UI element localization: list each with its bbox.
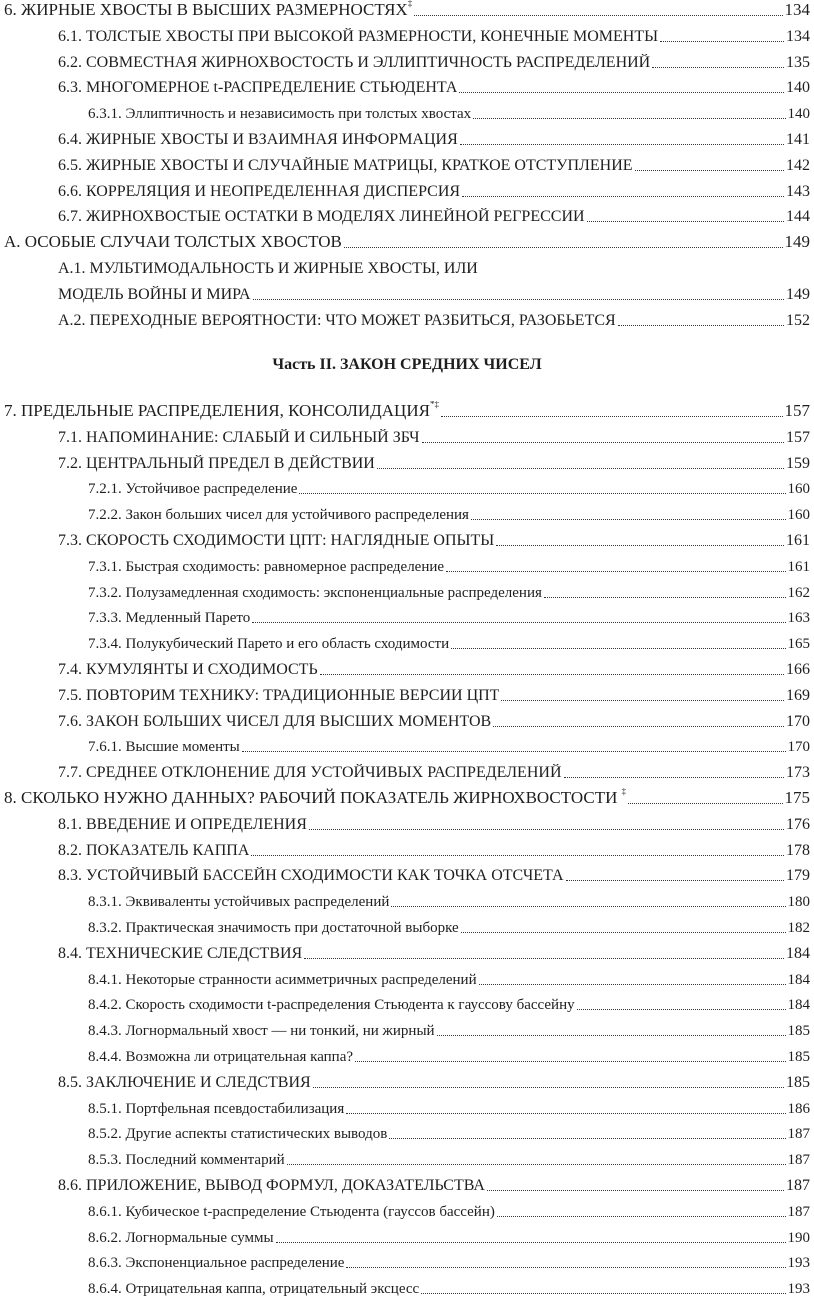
dot-leader bbox=[493, 725, 784, 727]
toc-entry-page: 182 bbox=[787, 920, 810, 936]
toc-entry-title: 7.6. ЗАКОН БОЛЬШИХ ЧИСЕЛ ДЛЯ ВЫСШИХ МОМЕНТОВ bbox=[58, 712, 492, 730]
dot-leader bbox=[287, 1163, 786, 1165]
toc-entry-title: 7.3.1. Быстрая сходимость: равномерное распределение bbox=[88, 558, 445, 575]
toc-entry bbox=[0, 988, 814, 1014]
toc-entry-page: 186 bbox=[787, 1100, 810, 1117]
toc-entry bbox=[0, 885, 814, 911]
toc-entry bbox=[0, 963, 814, 989]
dot-leader bbox=[635, 169, 784, 171]
toc-entry bbox=[0, 524, 814, 550]
toc-entry-page: 163 bbox=[787, 610, 810, 627]
toc-entry-title: 8.3. УСТОЙЧИВЫЙ БАССЕЙН СХОДИМОСТИ КАК ТОЧКА ОТСЧЕТА bbox=[58, 867, 564, 885]
toc-entry bbox=[0, 97, 814, 123]
toc-entry-title: 7.6.1. Высшие моменты bbox=[88, 739, 240, 756]
dot-leader bbox=[344, 246, 783, 248]
toc-entry bbox=[0, 226, 814, 252]
toc-entry bbox=[0, 937, 814, 963]
toc-entry-page: 144 bbox=[786, 208, 810, 226]
toc-entry-page: 185 bbox=[787, 1023, 810, 1040]
dot-leader bbox=[299, 492, 785, 494]
toc-entry bbox=[0, 1272, 814, 1298]
toc-entry-title: 8.6.2. Логнормальные суммы bbox=[88, 1229, 274, 1246]
dot-leader bbox=[304, 957, 784, 959]
toc-entry bbox=[0, 447, 814, 473]
dot-leader bbox=[479, 983, 786, 985]
toc-entry-title: 8.5. ЗАКЛЮЧЕНИЕ И СЛЕДСТВИЯ bbox=[58, 1073, 311, 1091]
toc-entry-page: 161 bbox=[787, 558, 810, 575]
toc-entry-title: 6.5. ЖИРНЫЕ ХВОСТЫ И СЛУЧАЙНЫЕ МАТРИЦЫ, КРАТКОЕ ОТСТУПЛЕНИЕ bbox=[58, 156, 633, 174]
dot-leader bbox=[460, 143, 784, 145]
toc-entry-page: 190 bbox=[787, 1229, 810, 1246]
toc-entry bbox=[0, 782, 814, 808]
toc-entry-title: 7. ПРЕДЕЛЬНЫЕ РАСПРЕДЕЛЕНИЯ, КОНСОЛИДАЦИЯ*‡ bbox=[4, 401, 439, 420]
dot-leader bbox=[451, 647, 785, 649]
toc-entry bbox=[0, 705, 814, 731]
toc-entry-page: 152 bbox=[786, 311, 810, 329]
toc-entry-title: 6.1. ТОЛСТЫЕ ХВОСТЫ ПРИ ВЫСОКОЙ РАЗМЕРНОСТИ, КОНЕЧНЫЕ МОМЕНТЫ bbox=[58, 27, 659, 45]
toc-entry-title: 7.2. ЦЕНТРАЛЬНЫЙ ПРЕДЕЛ В ДЕЙСТВИИ bbox=[58, 454, 375, 472]
toc-entry-page: 178 bbox=[786, 841, 810, 859]
toc-entry-title: 7.2.2. Закон больших чисел для устойчивого распределения bbox=[88, 507, 469, 524]
toc-entry-title: A.2. ПЕРЕХОДНЫЕ ВЕРОЯТНОСТИ: ЧТО МОЖЕТ РАЗБИТЬСЯ, РАЗОБЬЕТСЯ bbox=[58, 311, 616, 329]
toc-entry-title: A.1. МУЛЬТИМОДАЛЬНОСТЬ И ЖИРНЫЕ ХВОСТЫ, ИЛИ bbox=[58, 260, 478, 277]
toc-entry-title: 6.3.1. Эллиптичность и независимость при толстых хвостах bbox=[88, 106, 472, 123]
toc-entry bbox=[0, 550, 814, 576]
dot-leader bbox=[628, 802, 782, 804]
toc-entry bbox=[0, 911, 814, 937]
toc-entry-page: 187 bbox=[787, 1126, 810, 1143]
dot-leader bbox=[377, 467, 784, 469]
toc-entry-page: 166 bbox=[786, 661, 810, 678]
toc-entry-page: 149 bbox=[786, 285, 810, 303]
toc-entry-title: 8.2. ПОКАЗАТЕЛЬ КАППА bbox=[58, 841, 250, 859]
toc-entry bbox=[0, 149, 814, 175]
dot-leader bbox=[566, 879, 784, 881]
toc-entry-page: 176 bbox=[786, 815, 810, 833]
toc-entry-title: 8.3.2. Практическая значимость при достаточной выборке bbox=[88, 920, 459, 936]
toc-entry-page: 142 bbox=[786, 156, 810, 174]
toc-entry bbox=[0, 1221, 814, 1247]
toc-entry-title: 7.7. СРЕДНЕЕ ОТКЛОНЕНИЕ ДЛЯ УСТОЙЧИВЫХ РАСПРЕДЕЛЕНИЙ bbox=[58, 764, 562, 782]
toc-entry bbox=[0, 679, 814, 705]
toc-entry-title: 8.4.1. Некоторые странности асимметричных распределений bbox=[88, 971, 477, 988]
toc-entry bbox=[0, 395, 814, 421]
toc-entry bbox=[0, 1195, 814, 1221]
toc-entry-title: 6.2. СОВМЕСТНАЯ ЖИРНОХВОСТОСТЬ И ЭЛЛИПТИЧНОСТЬ РАСПРЕДЕЛЕНИЙ bbox=[58, 53, 651, 71]
dot-leader bbox=[437, 1034, 786, 1036]
toc-entry-title: 7.5. ПОВТОРИМ ТЕХНИКУ: ТРАДИЦИОННЫЕ ВЕРСИИ ЦПТ bbox=[58, 686, 500, 704]
dot-leader bbox=[544, 596, 786, 598]
dot-leader bbox=[496, 544, 784, 546]
dot-leader bbox=[421, 1292, 785, 1294]
dot-leader bbox=[253, 298, 784, 300]
dot-leader bbox=[564, 776, 785, 778]
toc-entry-title: 8.5.1. Портфельная псевдостабилизация bbox=[88, 1100, 345, 1117]
dot-leader bbox=[346, 1112, 785, 1114]
dot-leader bbox=[309, 828, 784, 830]
dot-leader bbox=[462, 195, 784, 197]
dot-leader bbox=[473, 117, 785, 119]
dot-leader bbox=[471, 518, 786, 520]
toc-entry-title: 8.4.2. Скорость сходимости t-распределения Стьюдента к гауссову бассейну bbox=[88, 997, 575, 1014]
toc-entry bbox=[0, 278, 814, 304]
toc-entry bbox=[0, 304, 814, 330]
toc-entry-page: 141 bbox=[786, 131, 810, 148]
toc-entry-page: 149 bbox=[784, 232, 810, 252]
toc-entry-page: 169 bbox=[786, 686, 810, 704]
toc-entry bbox=[0, 730, 814, 756]
toc-entry bbox=[0, 576, 814, 602]
dot-leader bbox=[660, 40, 784, 42]
dot-leader bbox=[355, 1060, 785, 1062]
toc-entry bbox=[0, 1117, 814, 1143]
toc-entry-page: 165 bbox=[787, 636, 810, 653]
dot-leader bbox=[320, 673, 784, 675]
toc-entry bbox=[0, 200, 814, 226]
toc-entry-title: A. ОСОБЫЕ СЛУЧАИ ТОЛСТЫХ ХВОСТОВ bbox=[4, 232, 342, 252]
toc-entry bbox=[0, 601, 814, 627]
toc-entry-title: 8.6. ПРИЛОЖЕНИЕ, ВЫВОД ФОРМУЛ, ДОКАЗАТЕЛЬСТВА bbox=[58, 1177, 485, 1194]
toc-entry-title: 8.4.3. Логнормальный хвост — ни тонкий, ни жирный bbox=[88, 1023, 435, 1040]
toc-entry bbox=[0, 1040, 814, 1066]
toc-entry bbox=[0, 808, 814, 834]
dot-leader bbox=[459, 91, 784, 93]
dot-leader bbox=[587, 220, 784, 222]
toc-entry bbox=[0, 175, 814, 201]
toc-entry-title: 8.3.1. Эквиваленты устойчивых распределений bbox=[88, 894, 390, 911]
toc-entry bbox=[0, 653, 814, 679]
part-title: Часть II. ЗАКОН СРЕДНИХ ЧИСЕЛ bbox=[272, 356, 542, 373]
toc-entry-title: 7.3.4. Полукубический Парето и его область сходимости bbox=[88, 636, 450, 653]
toc-entry bbox=[0, 1066, 814, 1092]
toc-entry-page: 193 bbox=[787, 1281, 810, 1298]
dot-leader bbox=[501, 699, 784, 701]
toc-entry bbox=[0, 71, 814, 97]
toc-entry-title: 7.3.3. Медленный Парето bbox=[88, 610, 251, 627]
toc-entry-page: 160 bbox=[787, 507, 810, 524]
toc-entry-title: 8.5.3. Последний комментарий bbox=[88, 1152, 285, 1169]
toc-entry bbox=[0, 859, 814, 885]
toc-entry bbox=[0, 0, 814, 20]
toc-entry bbox=[0, 1092, 814, 1118]
dot-leader bbox=[487, 1189, 784, 1191]
toc-entry-page: 184 bbox=[787, 997, 810, 1014]
footnote-mark: *‡ bbox=[429, 401, 439, 409]
toc-entry-title: 7.1. НАПОМИНАНИЕ: СЛАБЫЙ И СИЛЬНЫЙ ЗБЧ bbox=[58, 428, 420, 446]
toc-entry-title: 6.4. ЖИРНЫЕ ХВОСТЫ И ВЗАИМНАЯ ИНФОРМАЦИЯ bbox=[58, 131, 458, 148]
toc-entry-title: 8.6.1. Кубическое t-распределение Стьюдента (гауссов бассейн) bbox=[88, 1203, 495, 1220]
toc-entry bbox=[0, 421, 814, 447]
dot-leader bbox=[446, 570, 785, 572]
toc-entry bbox=[0, 252, 814, 278]
dot-leader bbox=[276, 1241, 786, 1243]
dot-leader bbox=[652, 66, 784, 68]
toc-entry bbox=[0, 472, 814, 498]
toc-entry bbox=[0, 1143, 814, 1169]
toc-entry-page: 159 bbox=[786, 454, 810, 472]
toc-entry-page: 161 bbox=[786, 532, 810, 549]
toc-entry bbox=[0, 1014, 814, 1040]
toc-entry-page: 175 bbox=[784, 788, 810, 807]
dot-leader bbox=[251, 854, 784, 856]
toc-entry-title: 6.6. КОРРЕЛЯЦИЯ И НЕОПРЕДЕЛЕННАЯ ДИСПЕРСИЯ bbox=[58, 182, 461, 200]
dot-leader bbox=[441, 415, 783, 417]
dot-leader bbox=[391, 905, 785, 907]
toc-entry-page: 162 bbox=[787, 584, 810, 601]
dot-leader bbox=[252, 621, 785, 623]
toc-entry-title: 7.4. КУМУЛЯНТЫ И СХОДИМОСТЬ bbox=[58, 661, 318, 678]
toc-entry-page: 173 bbox=[786, 764, 810, 782]
dot-leader bbox=[389, 1137, 785, 1139]
toc-entry-page: 187 bbox=[786, 1177, 810, 1194]
toc-entry-page: 187 bbox=[787, 1152, 810, 1169]
toc-entry bbox=[0, 123, 814, 149]
toc-entry bbox=[0, 1246, 814, 1272]
toc-entry-page: 140 bbox=[786, 79, 810, 97]
toc-entry-page: 180 bbox=[787, 894, 810, 911]
dot-leader bbox=[242, 750, 786, 752]
toc-entry-title: 6.3. МНОГОМЕРНОЕ t-РАСПРЕДЕЛЕНИЕ СТЬЮДЕНТА bbox=[58, 79, 458, 97]
toc-entry-title: 7.2.1. Устойчивое распределение bbox=[88, 481, 298, 498]
toc-entry-page: 170 bbox=[787, 739, 810, 756]
dot-leader bbox=[414, 14, 782, 16]
toc-entry bbox=[0, 756, 814, 782]
toc-entry bbox=[0, 834, 814, 860]
toc-entry bbox=[0, 20, 814, 46]
footnote-mark: ‡ bbox=[407, 0, 413, 8]
toc-entry-page: 185 bbox=[786, 1073, 810, 1091]
toc-entry bbox=[0, 1169, 814, 1195]
dot-leader bbox=[577, 1008, 786, 1010]
dot-leader bbox=[422, 441, 785, 443]
toc-entry-page: 134 bbox=[784, 0, 810, 19]
toc-entry-page: 157 bbox=[784, 401, 810, 420]
dot-leader bbox=[618, 324, 784, 326]
dot-leader bbox=[346, 1266, 785, 1268]
toc-entry-page: 170 bbox=[786, 712, 810, 730]
toc-entry-page: 134 bbox=[786, 27, 810, 45]
toc-entry bbox=[0, 46, 814, 72]
toc-entry bbox=[0, 498, 814, 524]
toc-entry-title: 7.3.2. Полузамедленная сходимость: экспоненциальные распределения bbox=[88, 584, 542, 601]
toc-entry-page: 157 bbox=[786, 428, 810, 446]
toc-entry-title: 8. СКОЛЬКО НУЖНО ДАННЫХ? РАБОЧИЙ ПОКАЗАТЕЛЬ ЖИРНОХВОСТОСТИ ‡ bbox=[4, 788, 627, 807]
toc-entry-title: 8.1. ВВЕДЕНИЕ И ОПРЕДЕЛЕНИЯ bbox=[58, 815, 307, 833]
toc-entry-title: 8.6.3. Экспоненциальное распределение bbox=[88, 1255, 345, 1272]
toc-entry-title: 7.3. СКОРОСТЬ СХОДИМОСТИ ЦПТ: НАГЛЯДНЫЕ ОПЫТЫ bbox=[58, 532, 495, 549]
toc-entry-title: 6. ЖИРНЫЕ ХВОСТЫ В ВЫСШИХ РАЗМЕРНОСТЯХ‡ bbox=[4, 0, 413, 19]
toc-entry-page: 135 bbox=[786, 53, 810, 71]
toc-entry-title: МОДЕЛЬ ВОЙНЫ И МИРА bbox=[58, 285, 251, 303]
toc-entry-page: 193 bbox=[787, 1255, 810, 1272]
toc-entry-page: 184 bbox=[787, 971, 810, 988]
toc-entry bbox=[0, 627, 814, 653]
toc-entry-page: 143 bbox=[786, 182, 810, 200]
dot-leader bbox=[461, 931, 786, 933]
toc-entry-page: 140 bbox=[787, 106, 810, 123]
footnote-mark: ‡ bbox=[621, 788, 627, 796]
toc-entry-page: 187 bbox=[787, 1203, 810, 1220]
toc-entry-title: 8.5.2. Другие аспекты статистических выводов bbox=[88, 1126, 388, 1143]
toc-entry-page: 160 bbox=[787, 481, 810, 498]
toc-entry-title: 6.7. ЖИРНОХВОСТЫЕ ОСТАТКИ В МОДЕЛЯХ ЛИНЕЙНОЙ РЕГРЕССИИ bbox=[58, 208, 585, 226]
toc-entry-title: 8.6.4. Отрицательная каппа, отрицательный эксцесс bbox=[88, 1281, 420, 1298]
toc-entry-title: 8.4. ТЕХНИЧЕСКИЕ СЛЕДСТВИЯ bbox=[58, 944, 303, 962]
dot-leader bbox=[313, 1086, 784, 1088]
toc-entry-title: 8.4.4. Возможна ли отрицательная каппа? bbox=[88, 1049, 354, 1065]
toc-entry-page: 184 bbox=[786, 944, 810, 962]
toc-entry-page: 179 bbox=[786, 867, 810, 885]
dot-leader bbox=[497, 1215, 786, 1217]
toc-entry-page: 185 bbox=[787, 1049, 810, 1065]
